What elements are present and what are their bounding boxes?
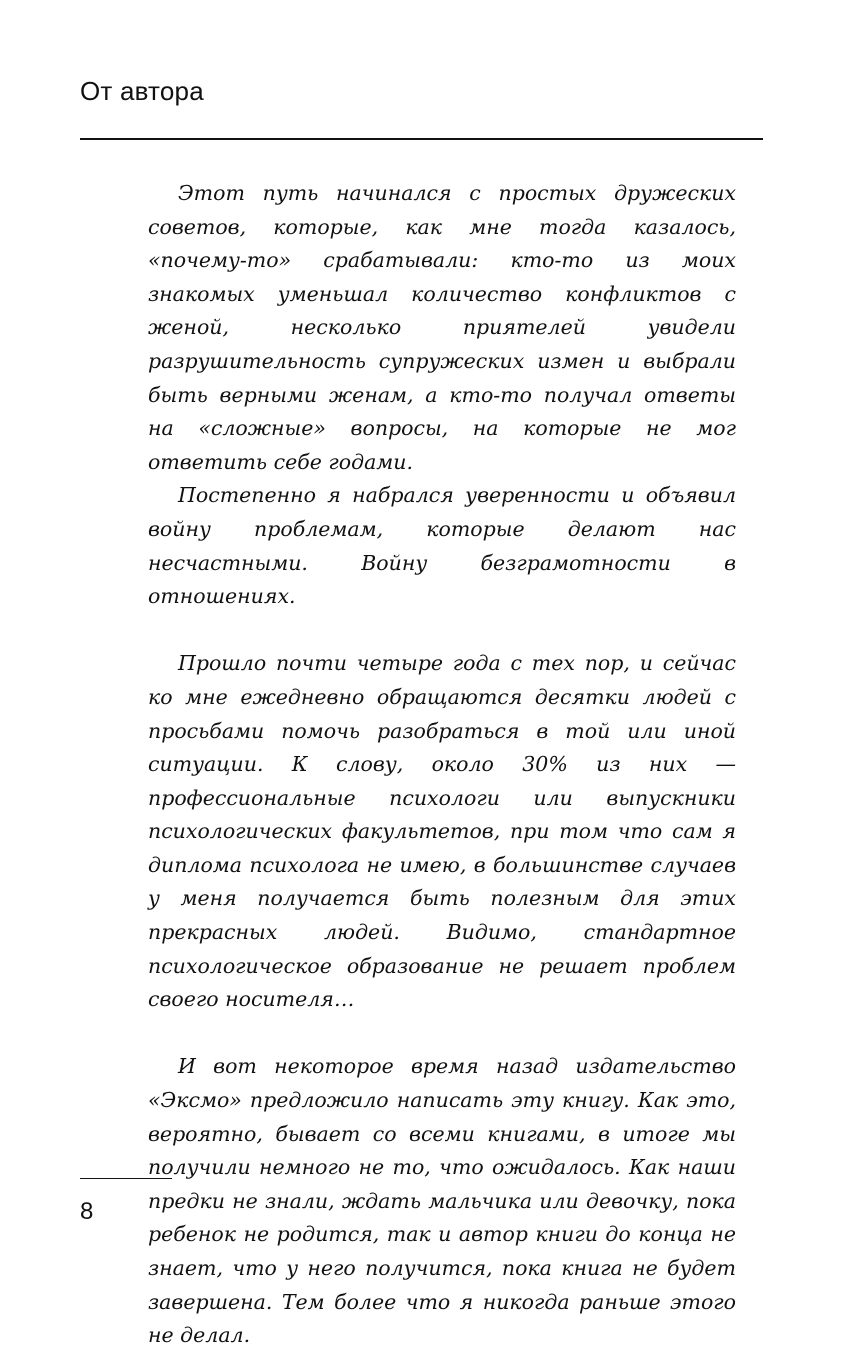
header-divider (80, 138, 763, 140)
footer-divider (80, 1178, 172, 1179)
paragraph-2: Постепенно я набрался уверенности и объявил войну проблемам, которые делают нас несчастными. Войну безграмотности в отношениях. (148, 483, 736, 609)
page-number: 8 (80, 1198, 94, 1225)
paragraph-3: Прошло почти четыре года с тех пор, и сейчас ко мне ежедневно обращаются десятки людей с просьбами помочь разобраться в той или иной ситуации. К слову, около 30% из них — профессиональные психологи или выпускники психологических факультетов, при том что сам я диплома психолога не имею, в большинстве случаев у меня получается быть полезным для этих прекрасных людей. Видимо, стандартное психологическое образование не решает проблем своего носителя… (148, 651, 736, 1012)
running-header-title: От автора (80, 76, 204, 106)
page-body (148, 177, 736, 1353)
paragraph-4: И вот некоторое время назад издательство «Эксмо» предложило написать эту книгу. Как это, вероятно, бывает со всеми книгами, в итоге мы получили немного не то, что ожидалось. Как наши предки не знали, ждать мальчика или девочку, пока ребенок не родится, так и автор книги до конца не знает, что у него получится, пока книга не будет завершена. Тем более что я никогда раньше этого не делал. (148, 1054, 736, 1348)
paragraph-1: Этот путь начинался с простых дружеских советов, которые, как мне тогда казалось, «почему-то» срабатывали: кто-то из моих знакомых уменьшал количество конфликтов с женой, несколько приятелей увидели разрушительность супружеских измен и выбрали быть верными женам, а кто-то получал ответы на «сложные» вопросы, на которые не мог ответить себе годами. (148, 181, 736, 474)
